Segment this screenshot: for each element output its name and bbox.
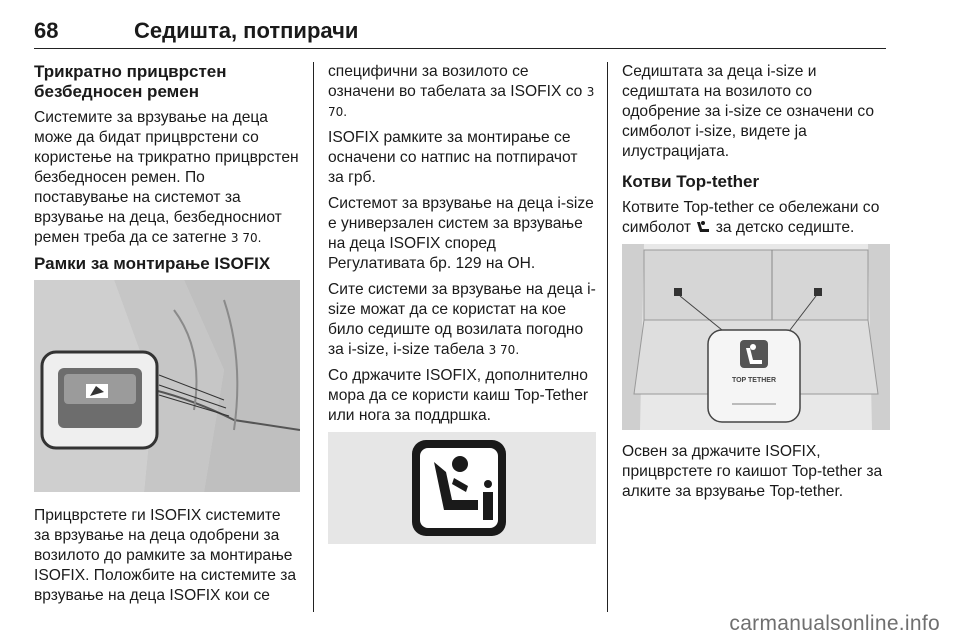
paragraph: Со држачите ISOFIX, дополнително мора да се користи каиш Top-Tether или нога за поддршка. bbox=[328, 367, 589, 424]
paragraph-text: Котвите Top-tether се обележани со симболот bbox=[622, 199, 880, 236]
heading-three-point-belt: Трикратно прицврстен безбедносен ремен bbox=[34, 62, 227, 101]
paragraph bbox=[622, 198, 890, 238]
page-header bbox=[34, 10, 886, 49]
page-reference: 3 70. bbox=[230, 231, 262, 245]
top-tether-cargo-illustration bbox=[622, 244, 890, 430]
heading-top-tether: Котви Top-tether bbox=[622, 172, 760, 191]
column-divider bbox=[313, 62, 314, 612]
column-2 bbox=[328, 62, 596, 544]
watermark: carmanualsonline.info bbox=[729, 612, 940, 635]
page-reference: 3 70. bbox=[488, 343, 520, 357]
paragraph-text: за детско седиште. bbox=[715, 219, 855, 236]
top-tether-label: TOP TETHER bbox=[731, 377, 777, 384]
paragraph bbox=[328, 62, 596, 122]
paragraph: Седиштата за деца i-size и седиштата на возилото со одобрение за i-size се означени со симболот i-size, видете ја илустрацијата. bbox=[622, 63, 875, 160]
i-size-symbol-illustration bbox=[328, 432, 596, 544]
paragraph: ISOFIX рамките за монтирање се осначени со натпис на потпирачот за грб. bbox=[328, 129, 578, 186]
heading-isofix-brackets: Рамки за монтирање ISOFIX bbox=[34, 254, 271, 273]
isofix-bracket-illustration bbox=[34, 280, 300, 492]
paragraph-text: Системите за врзување на деца може да бидат прицврстени со користење на трикратно прицврстен безбедносен ремен. По поставување на системот за врзување на деца, безбедносниот ремен треба да се затегне bbox=[34, 109, 299, 246]
paragraph: Освен за држачите ISOFIX, прицврстете го каишот Top-tether за алките за врзување Top-tether. bbox=[622, 443, 883, 500]
paragraph-text: специфични за возилото се означени во табелата за ISOFIX со bbox=[328, 63, 583, 100]
paragraph bbox=[34, 108, 300, 248]
paragraph: Системот за врзување на деца i-size е универзален систем за врзување на деца ISOFIX според Регулативата бр. 129 на ОН. bbox=[328, 195, 594, 272]
paragraph-text: Сите системи за врзување на деца i-size можат да се користат на кое било седиште од возилата погодно за i-size, i-size табела bbox=[328, 281, 596, 358]
column-3 bbox=[622, 62, 890, 508]
page-reference: 3 70. bbox=[328, 85, 595, 119]
child-seat-icon bbox=[695, 220, 711, 234]
paragraph bbox=[328, 280, 596, 360]
column-1 bbox=[34, 62, 300, 612]
column-divider bbox=[607, 62, 608, 612]
paragraph: Прицврстете ги ISOFIX системите за врзување на деца одобрени за возилото до рамките за монтирање ISOFIX. Положбите на системите за врзување на деца ISOFIX кои се bbox=[34, 507, 297, 604]
page-title: Седишта, потпирачи bbox=[134, 18, 359, 43]
page-number: 68 bbox=[34, 18, 59, 43]
